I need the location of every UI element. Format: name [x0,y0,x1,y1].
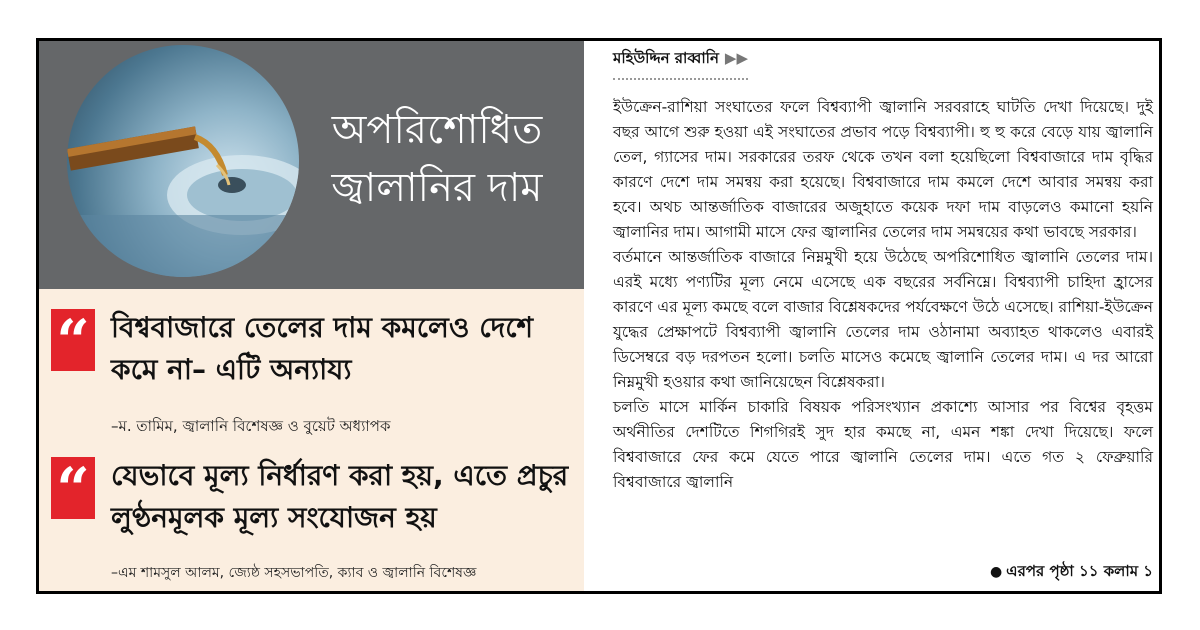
article-column [599,41,1159,591]
byline-name: মহিউদ্দিন রাব্বানি [613,49,719,67]
quote-text: বিশ্ববাজারে তেলের দাম কমলেও দেশে কমে না– এটি অন্যায্য [111,311,534,386]
oil-drum-graphic [67,45,299,277]
quote-attribution: –ম. তামিম, জ্বালানি বিশেষজ্ঞ ও বুয়েট অধ্যাপক [111,417,391,435]
quote-panel [39,289,584,591]
quote-text: যেভাবে মূল্য নির্ধারণ করা হয়, এতে প্রচুর লুণ্ঠনমূলক মূল্য সংযোজন হয় [111,459,569,534]
news-clipping [36,38,1162,594]
arrow-icon: ▶▶ [724,49,748,67]
hero-banner [39,41,584,289]
continued-text: এরপর পৃষ্ঠা ১১ কলাম ১ [1006,562,1153,580]
oil-pour-illustration [67,45,299,277]
left-panel [39,41,584,591]
byline [613,47,748,80]
article-body [613,95,1153,495]
bullet-icon: ● [989,564,1003,580]
quote-mark-icon: “ [51,457,95,519]
article-paragraph: চলতি মাসে মার্কিন চাকারি বিষয়ক পরিসংখ্যান প্রকাশ্যে আসার পর বিশ্বের বৃহত্তম অর্থনীতির দেশটিতে শিগগিরই সুদ হার কমছে না, এমন শঙ্কা দেখা দিয়েছে। ফলে বিশ্ববাজারে ফের কমে যেতে পারে জ্বালানি তেলের দাম। এতে গত ২ ফেব্রুয়ারি বিশ্ববাজারে জ্বালানি [613,398,1153,491]
continued-note [982,560,1153,585]
quote-mark-icon: “ [51,309,95,371]
quote-attribution: –এম শামসুল আলম, জ্যেষ্ঠ সহসভাপতি, ক্যাব ও জ্বালানি বিশেষজ্ঞ [111,565,477,581]
headline: অপরিশোধিত জ্বালানির দাম [331,107,543,211]
article-paragraph: ইউক্রেন-রাশিয়া সংঘাতের ফলে বিশ্বব্যাপী জ্বালানি সরবরাহে ঘাটতি দেখা দিয়েছে। দুই বছর আগে শুরু হওয়া এই সংঘাতের প্রভাব পড়ে বিশ্বব্যাপী। হু হু করে বেড়ে যায় জ্বালানি তেল, গ্যাসের দাম। সরকারের তরফ থেকে তখন বলা হয়েছিলো বিশ্ববাজারে দাম বৃদ্ধির কারণে দেশে দাম সমন্বয় করা হয়েছে। বিশ্ববাজারে দাম কমলে দেশে আবার সমন্বয় করা হবে। অথচ আন্তর্জাতিক বাজারের অজুহাতে কয়েক দফা দাম বাড়লেও কমানো হয়নি জ্বালানির দাম। আগামী মাসে ফের জ্বালানির তেলের দাম সমন্বয়ের কথা ভাবছে সরকার। [613,98,1153,241]
article-paragraph: বর্তমানে আন্তর্জাতিক বাজারে নিম্নমুখী হয়ে উঠেছে অপরিশোধিত জ্বালানি তেলের দাম। এরই মধ্যে পণ্যটির মূল্য নেমে এসেছে এক বছরের সর্বনিম্নে। বিশ্বব্যাপী চাহিদা হ্রাসের কারণে এর মূল্য কমছে বলে বাজার বিশ্লেষকদের পর্যবেক্ষণে উঠে এসেছে। রাশিয়া-ইউক্রেন যুদ্ধের প্রেক্ষাপটে বিশ্বব্যাপী জ্বালানি তেলের দাম ওঠানামা অব্যাহত থাকলেও এবারই ডিসেম্বরে বড় দরপতন হলো। চলতি মাসেও কমেছে জ্বালানি তেলের দাম। এ দর আরো নিম্নমুখী হওয়ার কথা জানিয়েছেন বিশ্লেষকরা। [613,248,1153,391]
